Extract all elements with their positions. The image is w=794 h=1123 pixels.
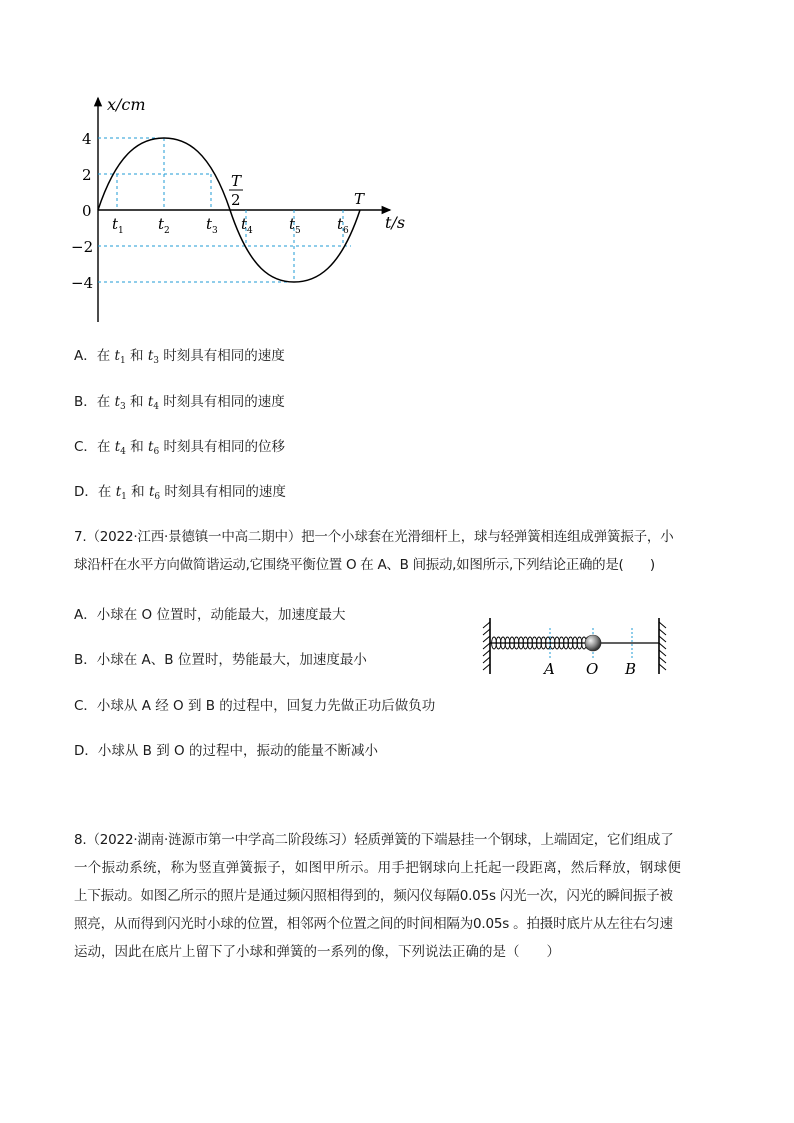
option-text: 和 [126,484,149,500]
option-text: 时刻具有相同的速度 [158,348,285,364]
y-tick: 2 [82,166,92,184]
option-text: 在 [96,394,115,410]
period-label: T [354,190,365,208]
time-label-t2: $t_2$ [158,215,170,236]
option-sub: 4 [120,447,126,457]
option-sub: 6 [154,492,161,502]
option-var: t [148,484,155,500]
q7-option-b: B．小球在 A、B 位置时，势能最大，加速度最小 [74,652,367,668]
q7-option-c: C．小球从 A 经 O 到 B 的过程中，回复力先做正功后做负功 [74,698,436,714]
y-tick: −4 [71,274,94,292]
half-period-numerator: T [231,172,242,190]
option-text: 时刻具有相同的速度 [160,484,286,500]
q6-option-d [74,482,286,507]
option-sub: 6 [153,447,160,457]
q8-line-4: 照亮，从而得到闪光时小球的位置，相邻两个位置之间的时间相隔为0.05s 。拍摄时底片从左往右匀速 [74,916,673,932]
time-label-t1: $t_1$ [112,215,124,236]
option-var: t [147,348,154,364]
option-sub: 3 [153,356,159,366]
left-wall-hatch [483,622,490,670]
label-o: O [586,660,599,678]
half-period-denominator: 2 [231,191,241,209]
right-wall-hatch [659,622,666,670]
q8-line-2: 一个振动系统，称为竖直弹簧振子，如图甲所示。用手把钢球向上托起一段距离，然后释放，钢球便 [74,860,682,876]
q7-line-1: 7.（2022·江西·景德镇一中高二期中）把一个小球套在光滑细杆上，球与轻弹簧相连组成弹簧振子，小 [74,529,674,545]
option-text: 时刻具有相同的位移 [159,439,285,455]
option-text: 在 [97,484,116,500]
option-letter: C． [74,439,97,455]
q7-line-2: 球沿杆在水平方向做简谐运动,它围绕平衡位置 O 在 A、B 间振动,如图所示,下列结论正确的是( ) [74,557,655,573]
option-sub: 1 [119,356,126,366]
y-tick: 0 [82,202,92,220]
time-label-t6: $t_6$ [337,215,349,236]
option-var: t [147,394,154,410]
q6-option-c [74,437,285,462]
option-letter: B． [74,394,97,410]
q8-line-5: 运动，因此在底片上留下了小球和弹簧的一系列的像，下列说法正确的是（ ） [74,944,560,960]
q7-stem [74,523,734,579]
option-var: t [114,348,120,364]
option-var: t [114,394,120,410]
time-label-t4: $t_4$ [241,215,253,236]
ball [585,635,601,651]
q7-option-d: D．小球从 B 到 O 的过程中，振动的能量不断减小 [74,743,378,759]
option-text: 和 [125,439,148,455]
option-text: 时刻具有相同的速度 [159,394,285,410]
option-letter: D． [74,484,98,500]
q7-option-a: A．小球在 O 位置时，动能最大，加速度最大 [74,607,346,623]
q6-option-b [74,392,285,417]
option-sub: 1 [121,492,127,502]
option-text: 在 [96,439,115,455]
option-sub: 3 [120,402,126,412]
q6-option-a [74,346,285,371]
spring-oscillator-figure [475,612,675,682]
q8-line-3: 上下振动。如图乙所示的照片是通过频闪照相得到的，频闪仪每隔0.05s 闪光一次，闪光的瞬间振子被 [74,888,673,904]
option-letter: A． [74,348,97,364]
label-a: A [544,660,555,678]
displacement-time-graph [60,90,420,330]
x-axis-label: t/s [385,213,406,232]
y-axis-label: x/cm [107,95,146,114]
option-var: t [148,439,154,455]
q8-line-1: 8.（2022·湖南·涟源市第一中学高二阶段练习）轻质弹簧的下端悬挂一个钢球，上端固定，它们组成了 [74,832,674,848]
option-var: t [114,439,121,455]
time-label-t3: $t_3$ [206,215,218,236]
y-tick: 4 [82,130,92,148]
option-sub: 4 [153,402,159,412]
option-text: 和 [125,394,148,410]
option-var: t [115,484,122,500]
time-label-t5: $t_5$ [289,215,301,236]
y-tick: −2 [71,238,94,256]
label-b: B [625,660,637,678]
option-text: 和 [125,348,148,364]
q8-stem [74,826,734,966]
option-text: 在 [96,348,115,364]
